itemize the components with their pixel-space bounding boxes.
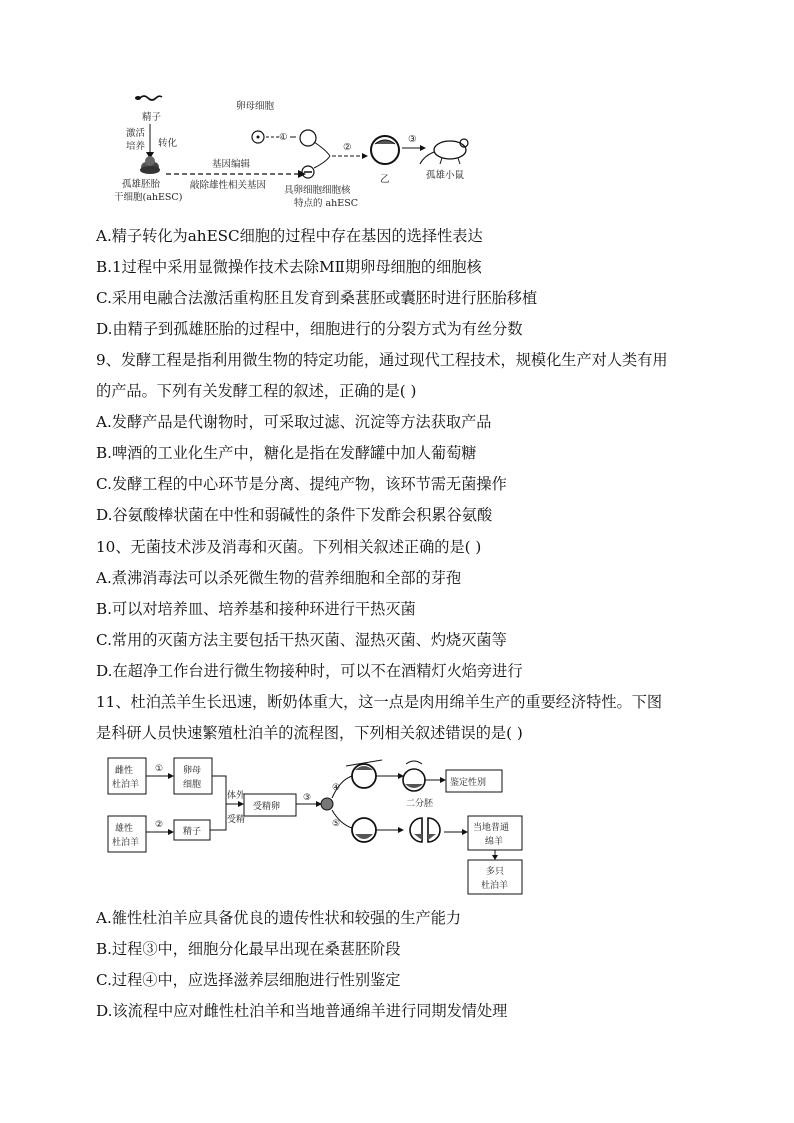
arrow-head-2 (168, 829, 174, 835)
label-in-vitro-l1: 体外 (227, 791, 246, 801)
label-ahesc-l2: 干细胞(ahESC) (114, 192, 183, 203)
label-step2: ② (343, 142, 352, 153)
ahesc-cluster-icon (140, 156, 160, 174)
q8-option-d: D.由精子到孤雄胚胎的过程中，细胞进行的分裂方式为有丝分数 (96, 320, 523, 338)
q10-option-c: C.常用的灭菌方法主要包括干热灭菌、湿热灭菌、灼烧灭菌等 (96, 631, 507, 649)
q11-option-a: A.雒性杜泊羊应具备优良的遗传性状和较强的生产能力 (96, 909, 462, 927)
q9-stem-line2: 的产品。下列有关发酵工程的叙述，正确的是( ) (96, 382, 417, 400)
label-ahesc-l1: 孤雄胚胎 (122, 179, 161, 190)
arrow-head-local (462, 829, 468, 835)
split-embryo-bottom-icon (410, 818, 440, 842)
label-many-l1: 多只 (486, 867, 505, 877)
split-embryo-top-icon (403, 761, 425, 791)
label-male-l2: 杜泊羊 (112, 838, 140, 848)
q10-option-d: D.在超净工作台进行微生物接种时，可以不在酒精灯火焰旁进行 (96, 662, 523, 680)
figure-ahesc-process (100, 86, 500, 212)
label-in-vitro-l2: 受精 (227, 815, 246, 825)
q10-option-a: A.煮沸消毒法可以杀死微生物的营养细胞和全部的芽孢 (96, 569, 462, 587)
sperm-head-icon (135, 96, 141, 100)
arrow-head-sex-id (440, 777, 446, 783)
q11-option-b: B.过程③中，细胞分化最早出现在桑葚胚阶段 (96, 940, 401, 958)
q11-stem-line1: 11、杜泊羔羊生长迅速，断奶体重大，这一点是肉用绵羊生产的重要经济特性。下图 (96, 693, 663, 711)
label-transform: 转化 (158, 138, 178, 149)
label-local-l1: 当地普通 (473, 823, 510, 833)
q8-option-a: A.精子转化为ahESC细胞的过程中存在基因的选择性表达 (96, 227, 483, 245)
figure-dorper-flowchart (106, 754, 526, 896)
label-culture: 培养 (126, 141, 146, 152)
label-many-l2: 杜泊羊 (481, 881, 509, 891)
step3-arrow-head (420, 145, 426, 151)
q8-option-b: B.1过程中采用显微操作技术去除MⅡ期卵母细胞的细胞核 (96, 258, 482, 276)
label-sperm: 精子 (142, 112, 162, 123)
label-step1: ① (279, 132, 288, 143)
label-activate: 激活 (126, 128, 146, 139)
q10-stem: 10、无菌技术涉及消毒和灭菌。下列相关叙述正确的是( ) (96, 538, 482, 556)
converge-arrow-top (314, 142, 330, 156)
q9-option-a: A.发酵产品是代谢物时，可采取过滤、沉淀等方法获取产品 (96, 413, 492, 431)
label-s5: ⑤ (332, 819, 341, 829)
label-s1: ① (155, 764, 164, 774)
q11-stem-line2: 是科研人员快速繁殖杜泊羊的流程图，下列相关叙述错误的是( ) (96, 724, 523, 742)
arrow-head-fertilize (238, 801, 244, 807)
label-yi: 乙 (380, 174, 390, 185)
q9-option-d: D.谷氨酸棒状菌在中性和弱碱性的条件下发酢会积累谷氨酸 (96, 506, 493, 524)
label-step3: ③ (408, 134, 417, 145)
step2-arrow-head (362, 153, 368, 159)
label-oocyte: 卵母细胞 (236, 101, 275, 112)
sperm-icon (140, 96, 162, 100)
arrow-head-many (492, 855, 498, 860)
label-egglike-l2: 特点的 ahESC (294, 198, 359, 209)
label-mouse: 孤雄小鼠 (426, 170, 465, 181)
blastocyst-bottom-icon (352, 818, 376, 842)
label-female-l2: 杜泊羊 (112, 780, 140, 790)
q11-option-d: D.该流程中应对雌性杜泊羊和当地普通绵羊进行同期发情处理 (96, 1002, 508, 1020)
label-knockout: 敲除雄性相关基因 (190, 180, 267, 191)
label-s2: ② (155, 820, 164, 830)
label-male-l1: 雄性 (115, 824, 134, 834)
label-egglike-l1: 具卵细胞细胞核 (284, 185, 351, 196)
q9-stem-line1: 9、发酵工程是指利用微生物的特定功能，通过现代工程技术，规模化生产对人类有用 (96, 351, 668, 369)
q11-option-c: C.过程④中，应选择滋养层细胞进行性别鉴定 (96, 971, 401, 989)
oocyte-nucleus-icon (257, 136, 260, 139)
embryo-inner-mass (375, 140, 395, 144)
arrow-head-1 (168, 773, 174, 779)
arrow-head-split-bottom (398, 827, 404, 833)
label-sex-id: 鉴定性别 (450, 778, 487, 788)
label-oocyte-l2: 细胞 (183, 780, 202, 790)
q8-option-c: C.采用电融合法激活重构胚且发育到桑葚胚或囊胚时进行胚胎移植 (96, 289, 538, 307)
mouse-icon (420, 139, 468, 164)
early-embryo-icon (321, 798, 333, 810)
label-zygote: 受精卵 (253, 802, 281, 812)
label-s4: ④ (332, 783, 341, 793)
blastocyst-top-icon (346, 760, 382, 788)
q10-option-b: B.可以对培养皿、培养基和接种环进行干热灭菌 (96, 600, 416, 618)
label-oocyte-l1: 卵母 (183, 766, 202, 776)
q9-option-c: C.发酵工程的中心环节是分离、提纯产物，该环节需无菌操作 (96, 475, 507, 493)
q9-option-b: B.啤酒的工业化生产中，糖化是指在发酵罐中加人葡萄糖 (96, 444, 477, 462)
enucleated-egg-icon (300, 130, 316, 146)
label-female-l1: 雌性 (115, 766, 134, 776)
label-gene-edit: 基因编辑 (212, 159, 251, 170)
label-sperm: 精子 (183, 827, 202, 837)
label-split: 二分胚 (406, 799, 434, 809)
label-s3: ③ (303, 793, 312, 803)
label-local-l2: 绵羊 (485, 837, 504, 847)
converge-arrow-bottom (314, 156, 330, 168)
